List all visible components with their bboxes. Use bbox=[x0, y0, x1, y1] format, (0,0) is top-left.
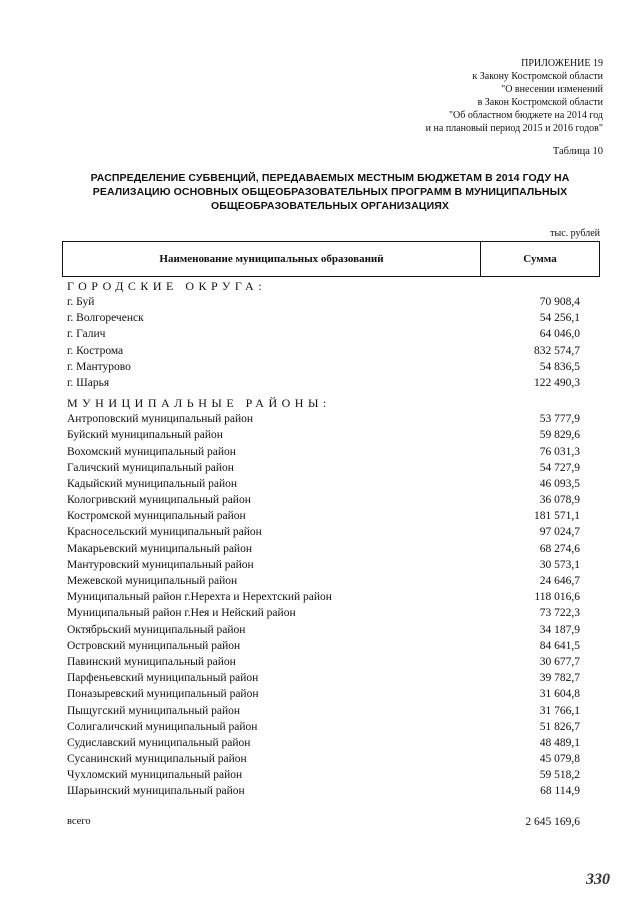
table-row bbox=[67, 622, 600, 638]
table-number: Таблица 10 bbox=[552, 146, 603, 157]
row-name: Кологривский муниципальный район bbox=[67, 494, 251, 507]
appendix-line: к Закону Костромской области bbox=[472, 71, 603, 82]
section-heading-districts: МУНИЦИПАЛЬНЫЕ РАЙОНЫ: bbox=[67, 396, 331, 411]
appendix-line: и на плановый период 2015 и 2016 годов" bbox=[425, 123, 603, 134]
table-row bbox=[67, 573, 600, 589]
table-row bbox=[67, 294, 600, 310]
table-body bbox=[67, 278, 600, 830]
table-row bbox=[67, 444, 600, 460]
table-row bbox=[67, 343, 600, 359]
column-header-name: Наименование муниципальных образований bbox=[63, 242, 481, 276]
row-value: 53 777,9 bbox=[539, 413, 580, 426]
row-name: г. Галич bbox=[67, 328, 106, 341]
row-name: Муниципальный район г.Нея и Нейский район bbox=[67, 607, 296, 620]
row-name: Буйский муниципальный район bbox=[67, 429, 223, 442]
row-value: 64 046,0 bbox=[539, 328, 580, 341]
row-value: 54 836,5 bbox=[539, 360, 580, 373]
row-value: 59 518,2 bbox=[539, 769, 580, 782]
row-name: Межевской муниципальный район bbox=[67, 575, 238, 587]
column-header-sum: Сумма bbox=[523, 253, 557, 265]
table-row bbox=[67, 557, 600, 573]
row-value: 30 677,7 bbox=[539, 655, 580, 668]
row-name: Вохомский муниципальный район bbox=[67, 445, 236, 458]
table-row bbox=[67, 686, 600, 702]
row-name: Пыщугский муниципальный район bbox=[67, 704, 241, 717]
table-row bbox=[67, 492, 600, 508]
document-title bbox=[60, 171, 600, 213]
table-row bbox=[67, 783, 600, 799]
row-value: 36 078,9 bbox=[539, 494, 580, 507]
row-value: 832 574,7 bbox=[534, 344, 580, 357]
row-value: 30 573,1 bbox=[539, 558, 580, 571]
table-row bbox=[67, 476, 600, 492]
row-name: Сусанинский муниципальный район bbox=[67, 753, 247, 766]
table-row bbox=[67, 524, 600, 540]
row-value: 181 571,1 bbox=[534, 510, 580, 523]
row-name: Октябрьский муниципальный район bbox=[67, 623, 246, 636]
row-name: Чухломский муниципальный район bbox=[67, 769, 243, 782]
units-label: тыс. рублей bbox=[550, 228, 600, 239]
row-value: 68 114,9 bbox=[540, 785, 580, 798]
title-line: ОБЩЕОБРАЗОВАТЕЛЬНЫХ ОРГАНИЗАЦИЯХ bbox=[211, 200, 449, 212]
row-value: 39 782,7 bbox=[539, 672, 580, 685]
district-rows bbox=[67, 411, 600, 800]
row-name: Шарьинский муниципальный район bbox=[67, 785, 245, 798]
row-value: 84 641,5 bbox=[539, 639, 580, 652]
appendix-line: в Закон Костромской области bbox=[477, 97, 603, 108]
row-name: г. Волгореченск bbox=[67, 312, 144, 325]
row-value: 51 826,7 bbox=[539, 720, 580, 733]
row-name: Красносельский муниципальный район bbox=[67, 526, 262, 539]
table-row bbox=[67, 411, 600, 427]
total-value: 2 645 169,6 bbox=[525, 815, 580, 828]
row-value: 59 829,6 bbox=[539, 429, 580, 442]
table-row bbox=[67, 326, 600, 342]
row-value: 73 722,3 bbox=[539, 607, 580, 620]
page-number: 330 bbox=[586, 871, 610, 888]
row-name: Антроповский муниципальный район bbox=[67, 413, 254, 426]
table-row bbox=[67, 589, 600, 605]
row-value: 34 187,9 bbox=[539, 623, 580, 636]
row-value: 46 093,5 bbox=[539, 477, 580, 490]
row-name: Галичский муниципальный район bbox=[67, 461, 234, 474]
row-name: Костромской муниципальный район bbox=[67, 510, 246, 523]
table-row bbox=[67, 310, 600, 326]
table-row bbox=[67, 605, 600, 621]
row-name: Парфеньевский муниципальный район bbox=[67, 672, 259, 685]
row-name: г. Кострома bbox=[67, 344, 124, 357]
table-row bbox=[67, 427, 600, 443]
row-value: 122 490,3 bbox=[534, 376, 580, 389]
table-row bbox=[67, 359, 600, 375]
total-row bbox=[67, 814, 600, 830]
row-value: 97 024,7 bbox=[539, 526, 580, 539]
row-name: Поназыревский муниципальный район bbox=[67, 688, 259, 701]
total-label: всего bbox=[67, 815, 91, 827]
city-rows bbox=[67, 294, 600, 391]
row-name: г. Шарья bbox=[67, 376, 110, 389]
row-value: 24 646,7 bbox=[539, 575, 580, 587]
table-row bbox=[67, 751, 600, 767]
table-row bbox=[67, 508, 600, 524]
appendix-line: "Об областном бюджете на 2014 год bbox=[448, 110, 603, 121]
appendix-line: "О внесении изменений bbox=[501, 84, 603, 95]
row-value: 76 031,3 bbox=[539, 445, 580, 458]
table-row bbox=[67, 541, 600, 557]
row-value: 54 256,1 bbox=[539, 312, 580, 325]
row-value: 31 604,8 bbox=[539, 688, 580, 701]
row-value: 48 489,1 bbox=[539, 736, 580, 749]
row-value: 70 908,4 bbox=[539, 296, 580, 308]
row-name: г. Мантурово bbox=[67, 360, 131, 373]
title-line: РАСПРЕДЕЛЕНИЕ СУБВЕНЦИЙ, ПЕРЕДАВАЕМЫХ МЕСТНЫМ БЮДЖЕТАМ В 2014 ГОДУ НА bbox=[90, 172, 570, 184]
row-name: Мантуровский муниципальный район bbox=[67, 558, 254, 571]
row-name: Судиславский муниципальный район bbox=[67, 736, 251, 749]
table-row bbox=[67, 654, 600, 670]
row-value: 118 016,6 bbox=[534, 591, 580, 604]
appendix-line: ПРИЛОЖЕНИЕ 19 bbox=[521, 58, 603, 69]
row-value: 31 766,1 bbox=[539, 704, 580, 717]
table-row bbox=[67, 670, 600, 686]
row-name: Кадыйский муниципальный район bbox=[67, 477, 238, 490]
table-header bbox=[62, 241, 600, 277]
title-line: РЕАЛИЗАЦИЮ ОСНОВНЫХ ОБЩЕОБРАЗОВАТЕЛЬНЫХ ПРОГРАММ В МУНИЦИПАЛЬНЫХ bbox=[92, 186, 568, 198]
row-name: Павинский муниципальный район bbox=[67, 655, 236, 668]
row-name: Макарьевский муниципальный район bbox=[67, 542, 252, 555]
table-row bbox=[67, 638, 600, 654]
table-row bbox=[67, 735, 600, 751]
table-row bbox=[67, 703, 600, 719]
row-value: 45 079,8 bbox=[539, 753, 580, 766]
table-row bbox=[67, 375, 600, 391]
row-value: 54 727,9 bbox=[539, 461, 580, 474]
row-name: Муниципальный район г.Нерехта и Нерехтский район bbox=[67, 591, 332, 604]
row-name: г. Буй bbox=[67, 296, 95, 308]
section-heading-cities: ГОРОДСКИЕ ОКРУГА: bbox=[67, 279, 267, 293]
table-row bbox=[67, 767, 600, 783]
row-name: Солигаличский муниципальный район bbox=[67, 720, 258, 733]
table-row bbox=[67, 460, 600, 476]
appendix-header bbox=[303, 57, 603, 135]
table-row bbox=[67, 719, 600, 735]
row-value: 68 274,6 bbox=[539, 542, 580, 555]
row-name: Островский муниципальный район bbox=[67, 639, 241, 652]
